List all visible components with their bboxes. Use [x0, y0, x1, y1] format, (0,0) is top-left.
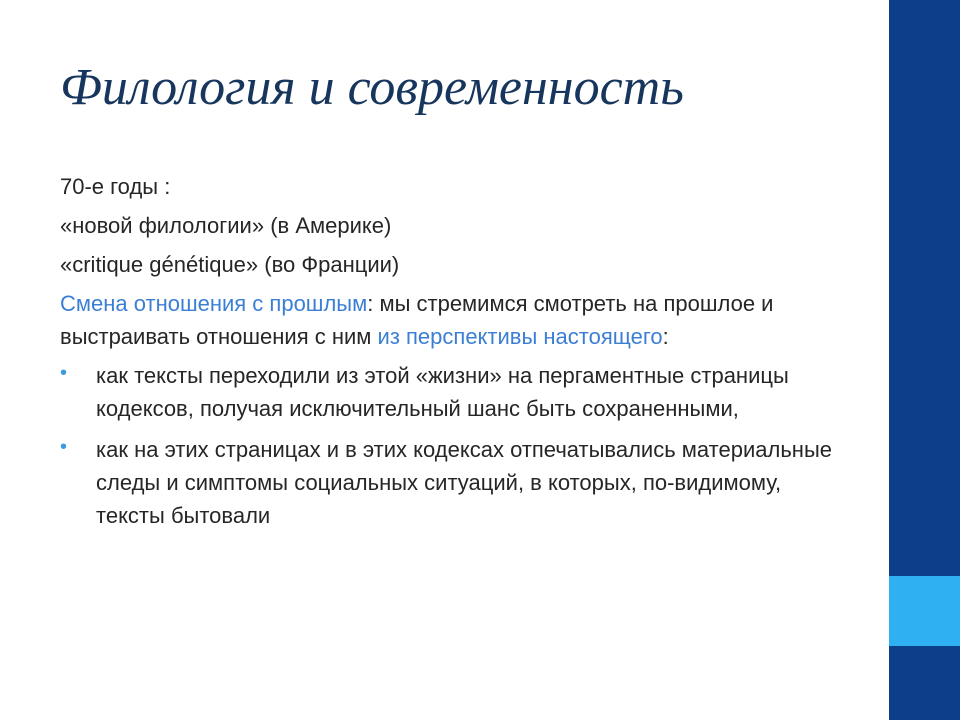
bullet-text-1: как тексты переходили из этой «жизни» на пергаментные страницы кодексов, получая исключительный шанс быть сохраненными,	[96, 363, 789, 421]
bullet-list	[60, 359, 850, 532]
list-item	[60, 359, 850, 425]
text-line-2: «новой филологии» (в Америке)	[60, 213, 392, 238]
list-item	[60, 433, 850, 532]
bullet-text-2: как на этих страницах и в этих кодексах отпечатывались материальные следы и симптомы социальных ситуаций, в которых, по-видимому, тексты бытовали	[96, 437, 832, 528]
slide-title: Филология и современность	[60, 59, 684, 116]
highlight-perspective: из перспективы настоящего	[377, 324, 663, 349]
paragraph-colon: :	[662, 324, 669, 349]
text-line-3: «critique génétique» (во Франции)	[60, 252, 400, 277]
slide-content	[60, 170, 850, 540]
text-line-1: 70-е годы :	[60, 174, 171, 199]
paragraph	[60, 287, 850, 353]
bullet-dot-icon: •	[60, 436, 68, 458]
paragraph-text: : мы стремимся смотреть на прошлое и выстраивать отношения с ним	[60, 291, 774, 349]
bullet-dot-icon: •	[60, 362, 68, 384]
sidebar-accent-band	[889, 576, 960, 646]
highlight-change-relation: Смена отношения с прошлым	[60, 291, 368, 316]
